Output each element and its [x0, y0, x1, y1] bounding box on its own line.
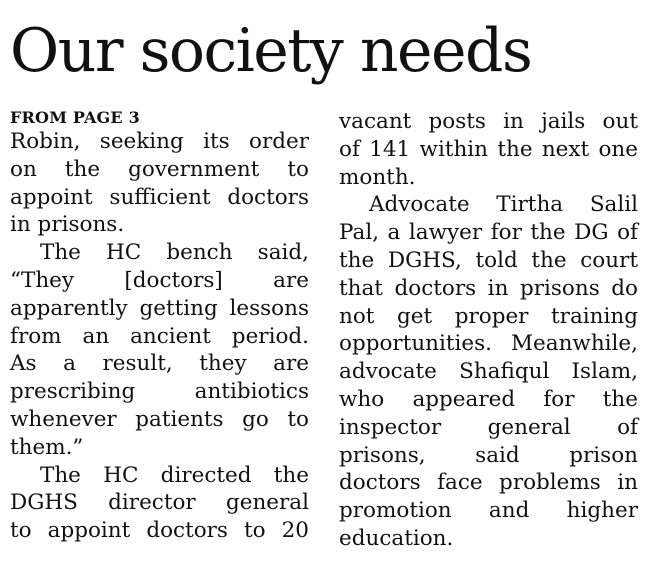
- continued-from-label: FROM PAGE 3: [10, 108, 140, 127]
- text-line: not get proper training: [339, 303, 638, 329]
- paragraph-4: [339, 191, 638, 552]
- text-line: opportunities. Meanwhile,: [339, 331, 638, 357]
- text-line: Robin, seeking its order: [10, 129, 309, 154]
- text-line: The HC bench said,: [40, 240, 309, 266]
- article-column-right: [339, 108, 638, 553]
- text-line: apparently getting lessons: [10, 295, 309, 321]
- text-line: in prisons.: [10, 212, 125, 238]
- text-line: to appoint doctors to 20: [10, 518, 309, 544]
- text-line: them.”: [10, 434, 84, 460]
- text-line: prisons, said prison: [339, 442, 638, 468]
- text-line: whenever patients go to: [10, 406, 309, 432]
- text-line: that doctors in prisons do: [339, 275, 638, 301]
- article-column-left: [10, 108, 309, 545]
- text-line: prescribing antibiotics: [10, 379, 309, 405]
- text-line: the DGHS, told the court: [339, 247, 638, 273]
- headline: Our society needs: [10, 16, 532, 86]
- paragraph-2: [10, 239, 309, 461]
- text-line: vacant posts in jails out: [339, 109, 638, 134]
- text-line: month.: [339, 164, 416, 190]
- text-line: promotion and higher: [339, 498, 638, 524]
- text-line: DGHS director general: [10, 490, 309, 516]
- text-line: “They [doctors] are: [10, 267, 309, 293]
- paragraph-3: [10, 462, 309, 545]
- text-line: education.: [339, 525, 454, 551]
- text-line: advocate Shafiqul Islam,: [339, 359, 638, 385]
- text-line: who appeared for the: [339, 386, 638, 412]
- text-line: Advocate Tirtha Salil: [369, 192, 638, 218]
- text-line: doctors face problems in: [339, 470, 638, 496]
- text-line: on the government to: [10, 156, 309, 182]
- text-line: appoint sufficient doctors: [10, 184, 309, 210]
- text-line: Pal, a lawyer for the DG of: [339, 220, 638, 246]
- text-line: of 141 within the next one: [339, 136, 638, 162]
- text-line: As a result, they are: [10, 351, 309, 377]
- text-line: The HC directed the: [40, 462, 309, 488]
- text-line: inspector general of: [339, 414, 638, 440]
- paragraph-1: [10, 128, 309, 239]
- text-line: from an ancient period.: [10, 323, 309, 349]
- paragraph-3-continued: [339, 108, 638, 191]
